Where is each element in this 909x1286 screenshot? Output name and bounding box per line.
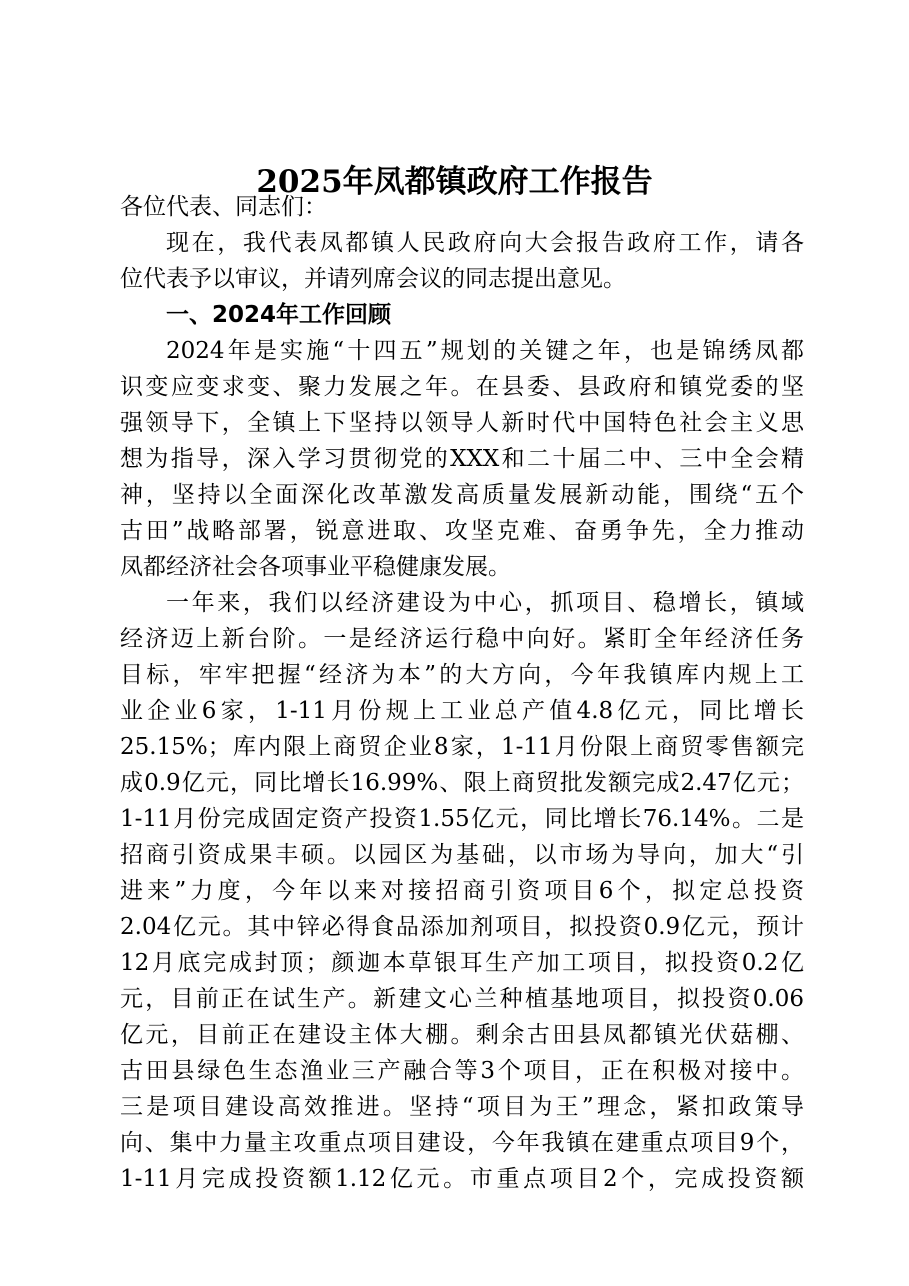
- paragraph-line: 凤都经济社会各项事业平稳健康发展。: [120, 554, 511, 580]
- document-title: 2025年凤都镇政府工作报告: [256, 164, 653, 200]
- section-heading: 一、2024年工作回顾: [166, 302, 392, 328]
- paragraph-line: 进来”力度，今年以来对接招商引资项目6个，拟定总投资: [120, 878, 804, 904]
- paragraph-line: 2024年是实施“十四五”规划的关键之年，也是锦绣凤都: [166, 338, 804, 364]
- paragraph-line: 成0.9亿元，同比增长16.99%、限上商贸批发额完成2.47亿元；: [120, 770, 804, 796]
- paragraph-line: 识变应变求变、聚力发展之年。在县委、县政府和镇党委的坚: [120, 374, 804, 400]
- paragraph-line: 元，目前正在试生产。新建文心兰种植基地项目，拟投资0.06: [120, 986, 804, 1012]
- paragraph-line: 古田”战略部署，锐意进取、攻坚克难、奋勇争先，全力推动: [120, 518, 804, 544]
- paragraph-line: 2.04亿元。其中锌必得食品添加剂项目，拟投资0.9亿元，预计: [120, 914, 804, 940]
- paragraph-line: 亿元，目前正在建设主体大棚。剩余古田县凤都镇光伏菇棚、: [120, 1022, 804, 1048]
- paragraph-line: 12月底完成封顶；颜迦本草银耳生产加工项目，拟投资0.2亿: [120, 950, 804, 976]
- paragraph-line: 位代表予以审议，并请列席会议的同志提出意见。: [120, 266, 626, 292]
- paragraph-line: 三是项目建设高效推进。坚持“项目为王”理念，紧扣政策导: [120, 1094, 804, 1120]
- paragraph-line: 经济迈上新台阶。一是经济运行稳中向好。紧盯全年经济任务: [120, 626, 804, 652]
- document-body: [120, 189, 804, 1197]
- paragraph-line: 现在，我代表凤都镇人民政府向大会报告政府工作，请各: [166, 230, 804, 256]
- paragraph-line: 业企业6家，1-11月份规上工业总产值4.8亿元，同比增长: [120, 698, 804, 724]
- paragraph-line: 25.15%；库内限上商贸企业8家，1-11月份限上商贸零售额完: [120, 734, 804, 760]
- salutation-line: 各位代表、同志们：: [120, 194, 327, 220]
- paragraph-line: 神，坚持以全面深化改革激发高质量发展新动能，围绕“五个: [120, 482, 804, 508]
- paragraph-line: 1-11月完成投资额1.12亿元。市重点项目2个，完成投资额: [120, 1166, 804, 1192]
- paragraph-line: 目标，牢牢把握“经济为本”的大方向，今年我镇库内规上工: [120, 662, 804, 688]
- paragraph-line: 想为指导，深入学习贯彻党的XXX和二十届二中、三中全会精: [120, 446, 804, 472]
- paragraph-line: 一年来，我们以经济建设为中心，抓项目、稳增长，镇域: [166, 590, 804, 616]
- paragraph-line: 强领导下，全镇上下坚持以领导人新时代中国特色社会主义思: [120, 410, 804, 436]
- paragraph-line: 向、集中力量主攻重点项目建设，今年我镇在建重点项目9个，: [120, 1130, 804, 1156]
- paragraph-line: 1-11月份完成固定资产投资1.55亿元，同比增长76.14%。二是: [120, 806, 804, 832]
- paragraph-line: 招商引资成果丰硕。以园区为基础，以市场为导向，加大“引: [120, 842, 804, 868]
- paragraph-line: 古田县绿色生态渔业三产融合等3个项目，正在积极对接中。: [120, 1058, 804, 1084]
